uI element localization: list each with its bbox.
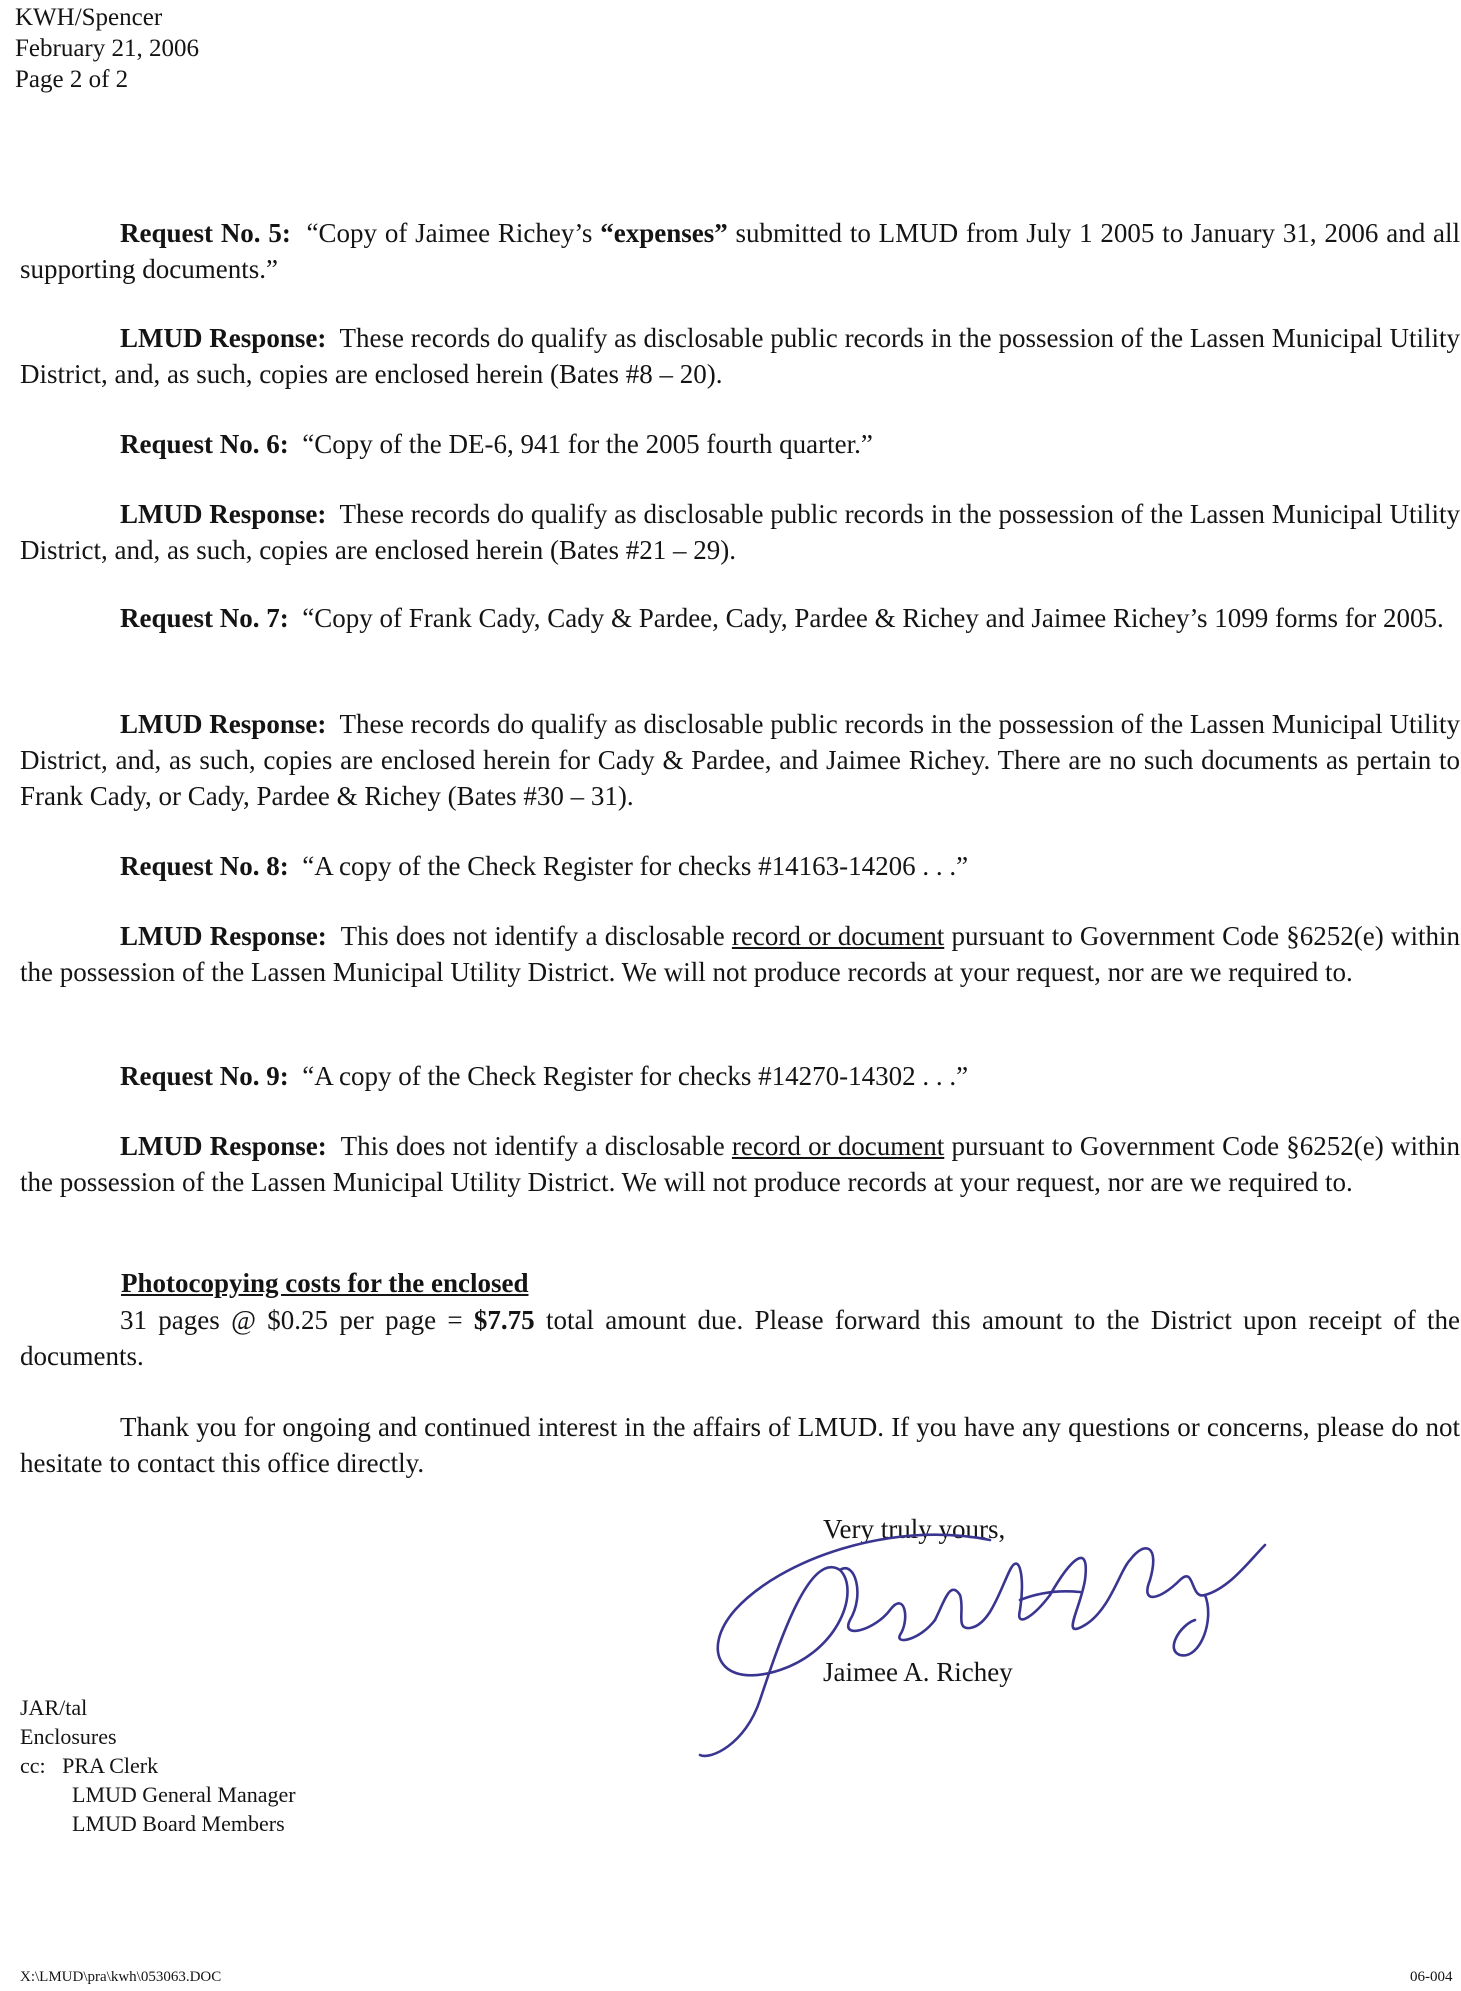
request-text: “Copy of the DE-6, 941 for the 2005 fourth quarter.” (302, 429, 873, 459)
cc-row-1 (20, 1751, 296, 1780)
document-code: 06-004 (1410, 1969, 1453, 1985)
request-7 (20, 600, 1460, 636)
photocopy-text-end: total amount due. Please forward this amount to the District upon receipt of the documents. (20, 1305, 1460, 1371)
request-5 (20, 215, 1460, 287)
request-label: Request No. 8: (120, 851, 289, 881)
response-8 (20, 918, 1460, 990)
response-text: These records do qualify as disclosable public records in the possession of the Lassen Municipal Utility District, and, as such, copies are enclosed herein for Cady & Pardee, and Jaimee Richey. There are no such documents as pertain to Frank Cady, or Cady, Pardee & Richey (Bates #30 – 31). (20, 709, 1461, 811)
header-date: February 21, 2006 (15, 35, 199, 62)
file-path: X:\LMUD\pra\kwh\053063.DOC (20, 1969, 222, 1985)
header-recipient: KWH/Spencer (15, 4, 163, 31)
cc-recipient: LMUD General Manager (72, 1782, 296, 1807)
response-5 (20, 320, 1460, 392)
request-6 (20, 426, 1460, 462)
response-label: LMUD Response: (120, 921, 327, 951)
amount-due: $7.75 (473, 1305, 535, 1335)
signer-name: Jaimee A. Richey (823, 1657, 1013, 1687)
request-text-end: submitted to LMUD from July 1 2005 to January 31, 2006 and all supporting documents.” (20, 218, 1460, 284)
typist-initials: JAR/tal (20, 1695, 88, 1720)
photocopy-heading: Photocopying costs for the enclosed (121, 1268, 529, 1298)
response-label: LMUD Response: (120, 323, 327, 353)
notations-block (20, 1693, 296, 1838)
response-text: These records do qualify as disclosable public records in the possession of the Lassen Municipal Utility District, and, as such, copies are enclosed herein (Bates #21 – 29). (20, 499, 1461, 565)
request-text: “Copy of Jaimee Richey’s (306, 218, 601, 248)
request-text: “A copy of the Check Register for checks #14163-14206 . . .” (302, 851, 969, 881)
response-label: LMUD Response: (120, 1131, 327, 1161)
thanks-text: Thank you for ongoing and continued interest in the affairs of LMUD. If you have any questions or concerns, please do not hesitate to contact this office directly. (20, 1412, 1460, 1478)
response-text-end: pursuant to Government Code §6252(e) within the possession of the Lassen Municipal Utility District. We will not produce records at your request, nor are we required to. (20, 921, 1460, 987)
request-label: Request No. 5: (120, 218, 291, 248)
underlined-term: record or document (731, 921, 945, 951)
thanks-paragraph (20, 1409, 1460, 1481)
response-9 (20, 1128, 1460, 1200)
photocopy-paragraph (20, 1302, 1460, 1374)
underlined-term: record or document (731, 1131, 945, 1161)
enclosures-note: Enclosures (20, 1724, 117, 1749)
cc-recipient: LMUD Board Members (72, 1811, 285, 1836)
response-text: This does not identify a disclosable (340, 921, 732, 951)
photocopy-text: 31 pages @ $0.25 per page = (120, 1305, 474, 1335)
request-text: “A copy of the Check Register for checks #14270-14302 . . .” (302, 1061, 969, 1091)
header-page-number: Page 2 of 2 (15, 66, 129, 93)
request-label: Request No. 9: (120, 1061, 289, 1091)
cc-recipient: PRA Clerk (62, 1753, 159, 1778)
response-label: LMUD Response: (120, 499, 327, 529)
request-8 (20, 848, 1460, 884)
request-label: Request No. 7: (120, 603, 289, 633)
request-text: “Copy of Frank Cady, Cady & Pardee, Cady, Pardee & Richey and Jaimee Richey’s 1099 forms for 2005. (302, 603, 1444, 633)
response-7 (20, 706, 1460, 814)
response-label: LMUD Response: (120, 709, 327, 739)
signature-image (690, 1500, 1290, 1770)
request-9 (20, 1058, 1460, 1094)
request-emphasis: “expenses” (600, 218, 728, 248)
cc-label: cc: (20, 1753, 46, 1778)
response-6 (20, 496, 1460, 568)
closing-salutation: Very truly yours, (823, 1514, 1006, 1544)
response-text: These records do qualify as disclosable public records in the possession of the Lassen Municipal Utility District, and, as such, copies are enclosed herein (Bates #8 – 20). (20, 323, 1461, 389)
response-text-end: pursuant to Government Code §6252(e) within the possession of the Lassen Municipal Utility District. We will not produce records at your request, nor are we required to. (20, 1131, 1460, 1197)
response-text: This does not identify a disclosable (340, 1131, 732, 1161)
request-label: Request No. 6: (120, 429, 289, 459)
page-header (15, 2, 199, 95)
